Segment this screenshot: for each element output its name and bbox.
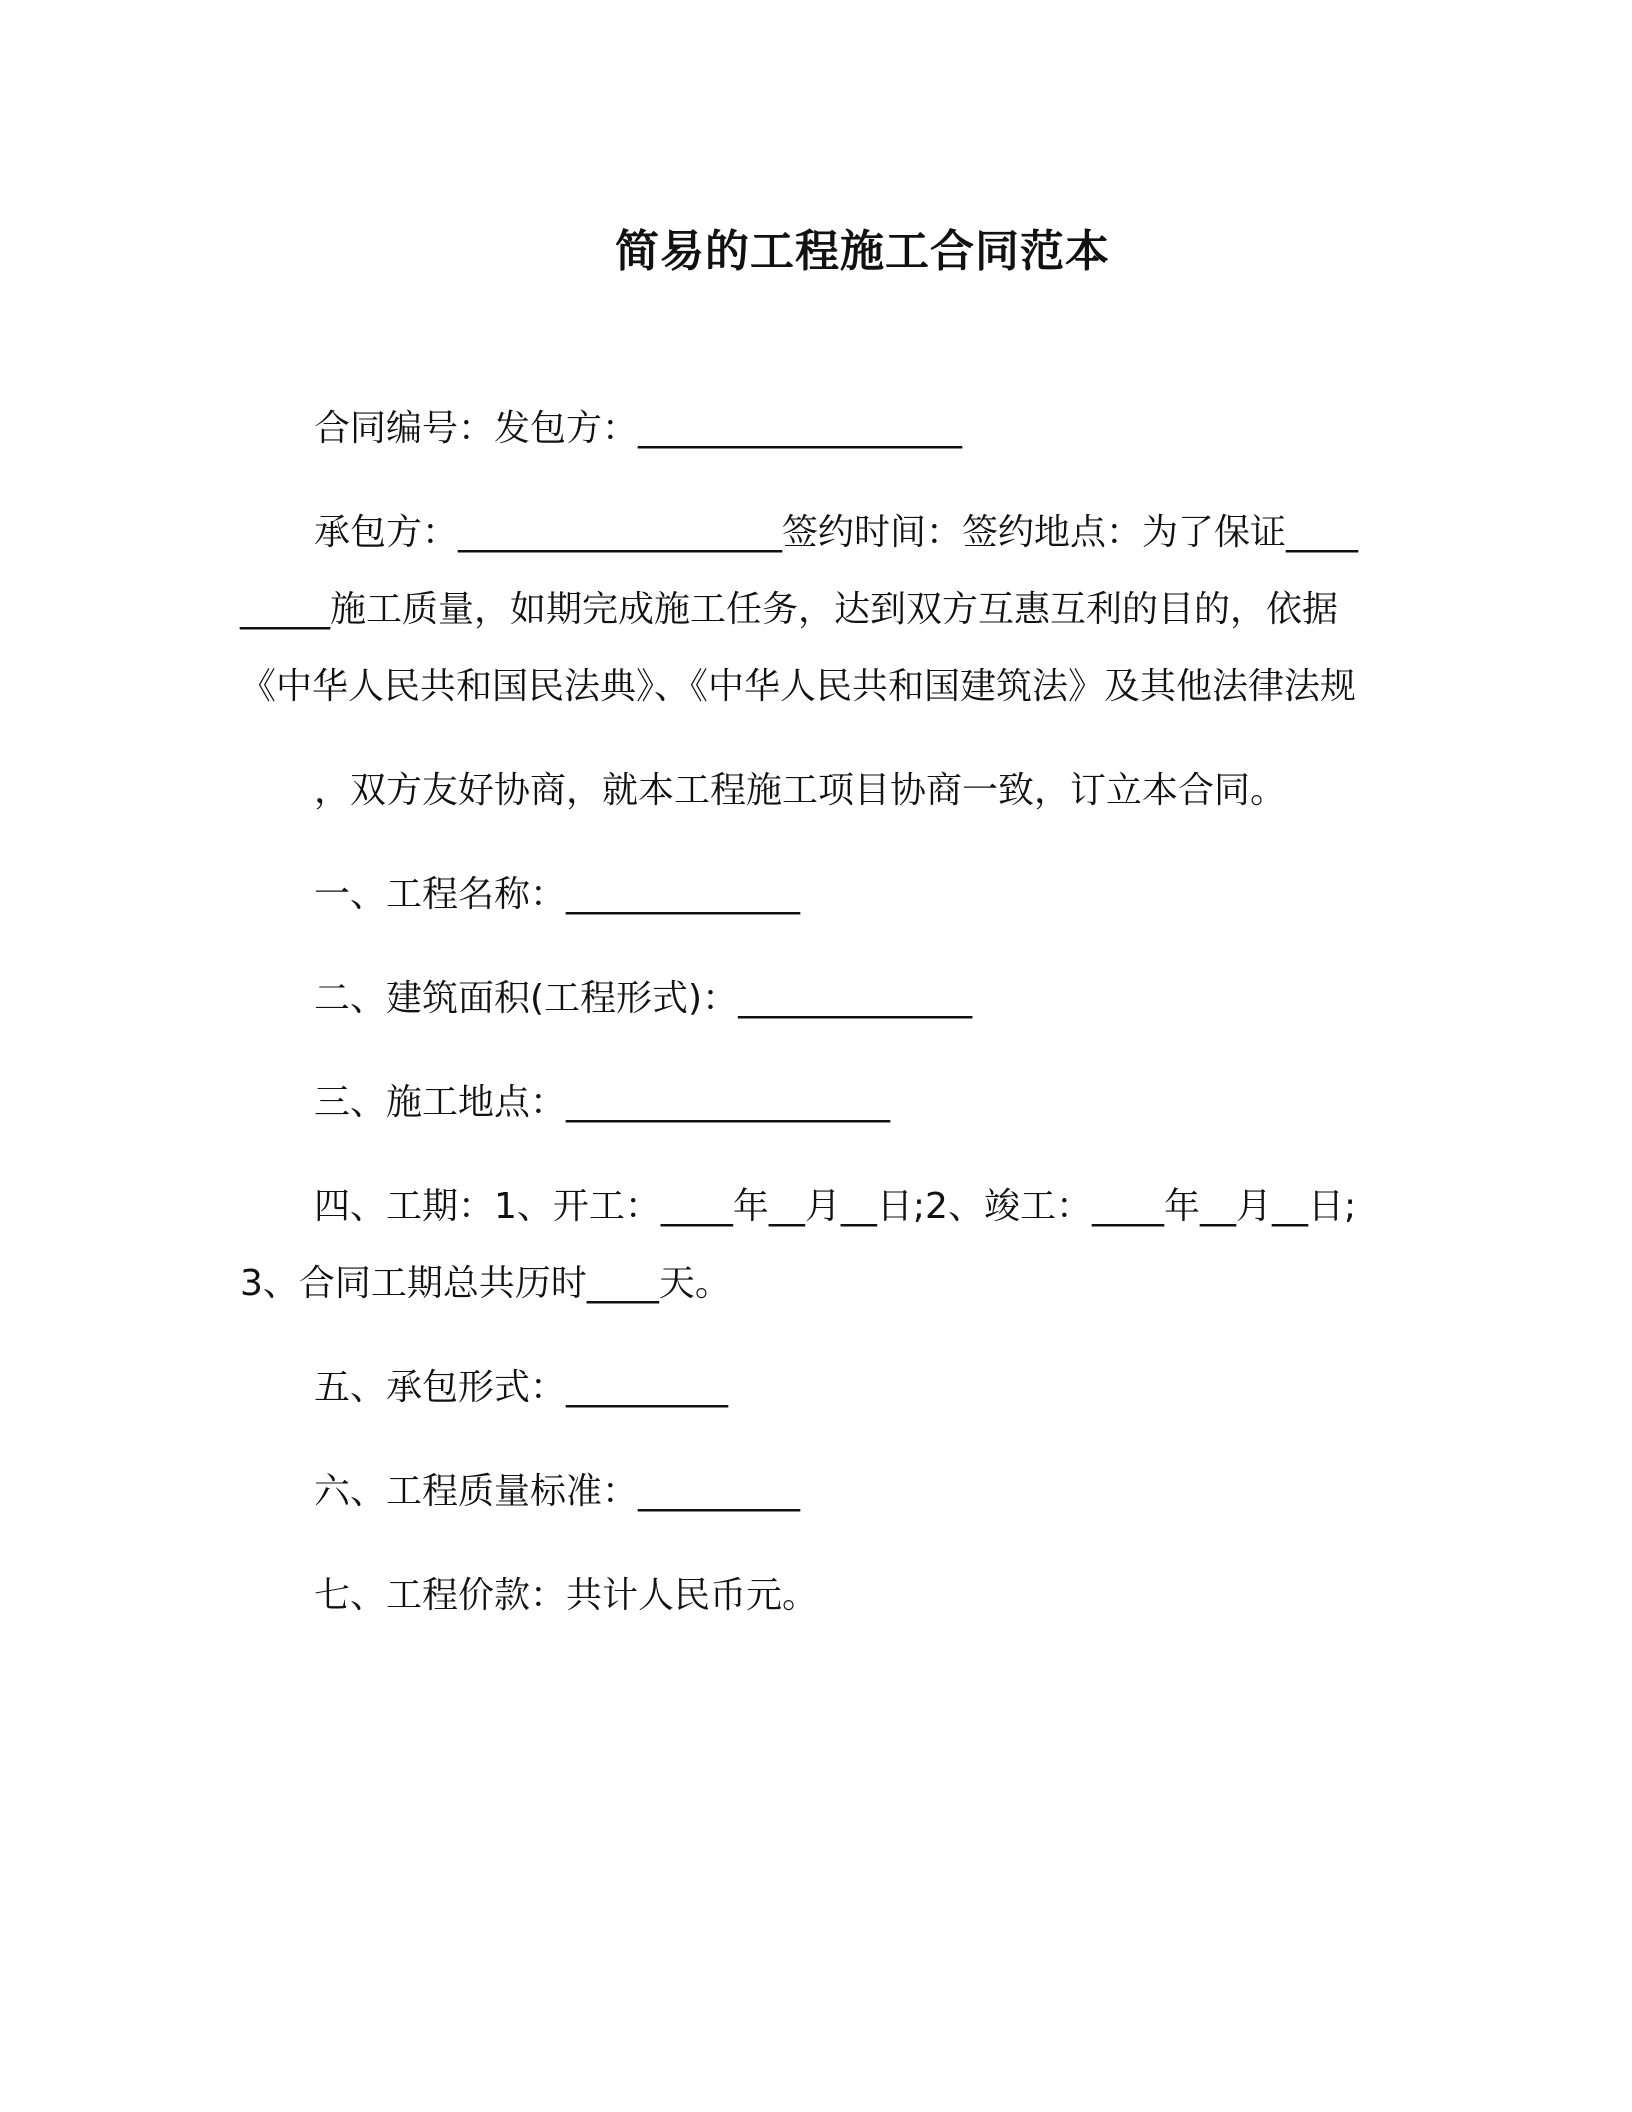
document-body — [240, 390, 1370, 1634]
paragraph-contract-form: 五、承包形式：_________ — [314, 1367, 729, 1408]
paragraph-contract-number: 合同编号：发包方：__________________ — [314, 408, 963, 449]
paragraph-construction-period: 四、工期：1、开工：____年__月__日;2、竣工：____年__月__日;3、合同工期总共历时____天。 — [240, 1186, 1357, 1304]
paragraph-construction-site: 三、施工地点：__________________ — [314, 1082, 891, 1123]
paragraph-agreement: ，双方友好协商，就本工程施工项目协商一致，订立本合同。 — [314, 770, 1287, 811]
paragraph-quality-standard: 六、工程质量标准：_________ — [314, 1471, 801, 1512]
document-title: 简易的工程施工合同范本 — [615, 226, 1110, 277]
paragraph-project-name: 一、工程名称：_____________ — [314, 874, 801, 915]
paragraph-building-area: 二、建筑面积(工程形式)：_____________ — [314, 978, 973, 1019]
paragraph-project-price: 七、工程价款：共计人民币元。 — [314, 1575, 819, 1616]
paragraph-contractor-intro: 承包方：__________________签约时间：签约地点：为了保证_________施工质量，如期完成施工任务，达到双方互惠互利的目的，依据《中华人民共和国民法典》、《中华人民共和国建筑法》及其他法律法规 — [240, 512, 1359, 707]
